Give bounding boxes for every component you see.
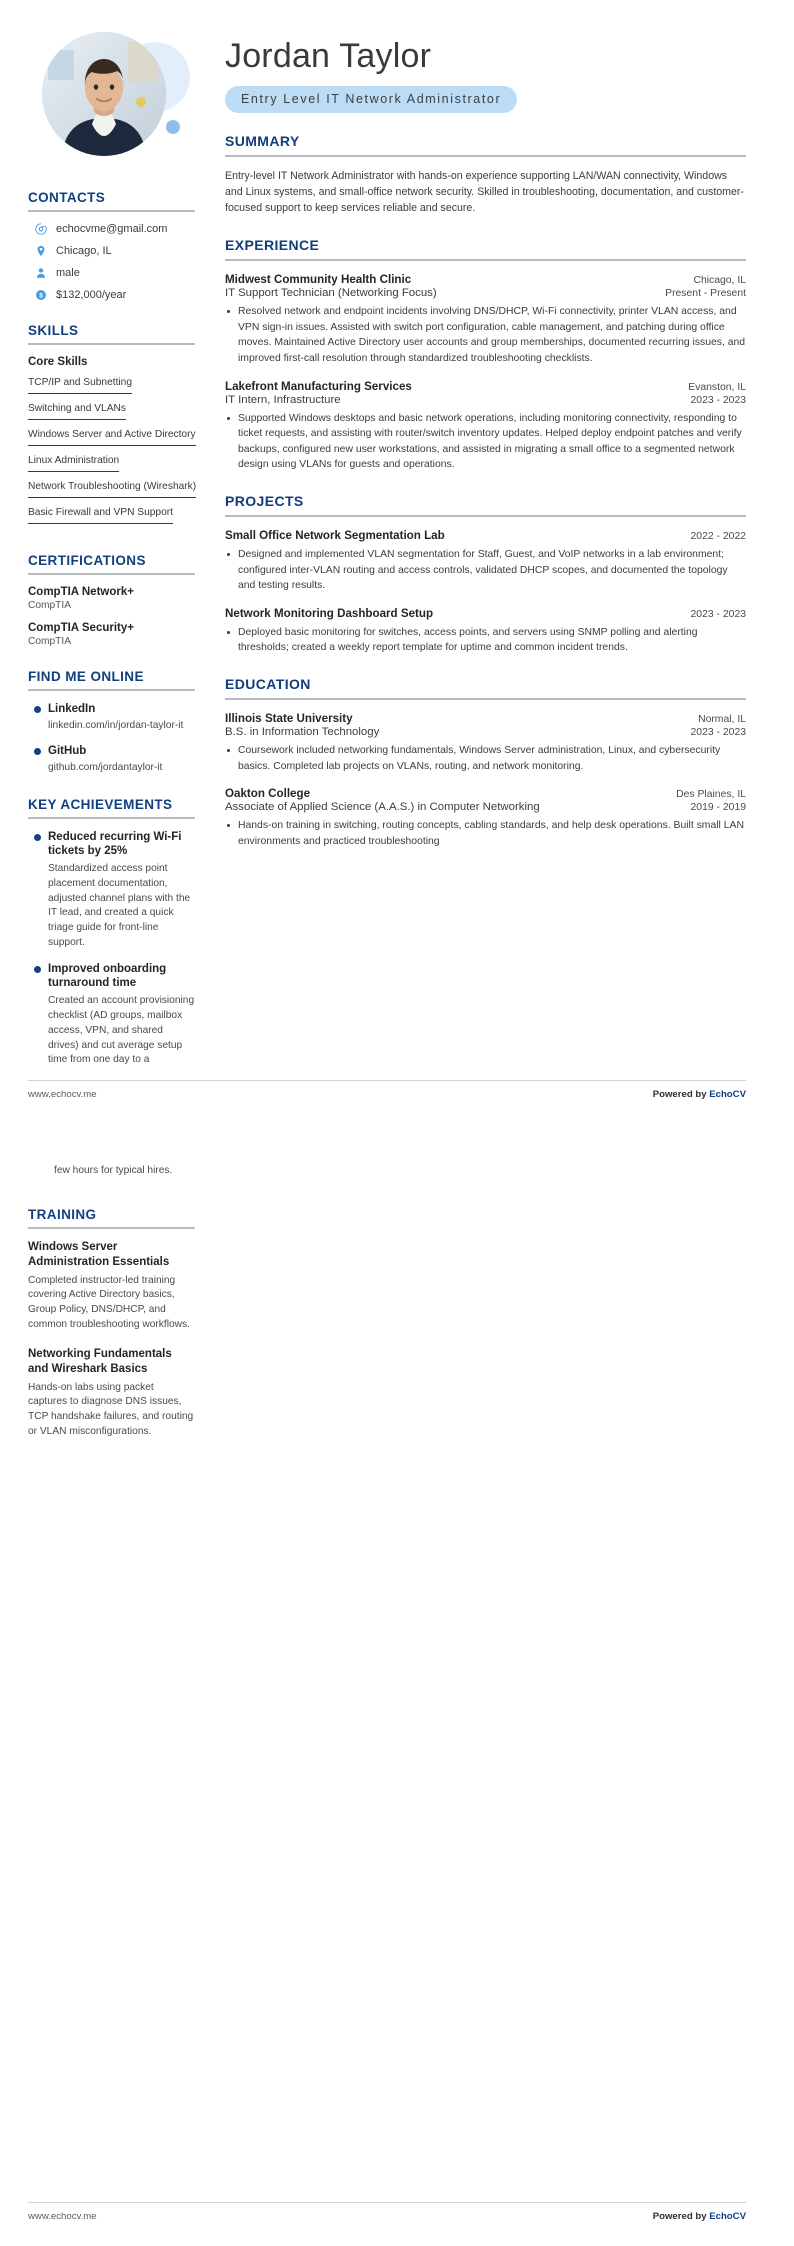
email-icon xyxy=(35,223,47,235)
education-dates: 2019 - 2019 xyxy=(690,802,746,814)
achievement-body-continued: few hours for typical hires. xyxy=(54,1165,173,1176)
page-title: Jordan Taylor xyxy=(225,37,432,75)
education-place: Normal, IL xyxy=(698,713,746,725)
contact-location-value: Chicago, IL xyxy=(56,245,112,257)
contact-gender xyxy=(35,267,195,279)
bullet-item: Coursework included networking fundamentals, Windows Server administration, Linux, and cybersecurity basics. Completed lab projects on VLANs, routing, and network monitoring. xyxy=(225,743,746,774)
footer-brand-name: EchoCV xyxy=(709,2211,746,2222)
contact-salary-value: $132,000/year xyxy=(56,289,127,301)
skill-item: Windows Server and Active Directory xyxy=(28,427,196,446)
training-title: Networking Fundamentals and Wireshark Basics xyxy=(28,1347,172,1375)
training-body: Completed instructor-led training covering Active Directory basics, Group Policy, DNS/DHCP, and common troubleshooting workflows. xyxy=(28,1274,190,1330)
skills-section xyxy=(28,323,195,531)
skill-item: Network Troubleshooting (Wireshark) xyxy=(28,479,196,498)
experience-bullets xyxy=(225,411,746,473)
person-icon xyxy=(35,267,47,279)
page-2 xyxy=(0,1122,794,2246)
certification-name: CompTIA Security+ xyxy=(28,622,134,634)
experience-dates: 2023 - 2023 xyxy=(690,394,746,406)
experience-heading: EXPERIENCE xyxy=(225,237,320,254)
footer-divider xyxy=(28,1080,746,1081)
footer-brand-name: EchoCV xyxy=(709,1089,746,1100)
avatar xyxy=(42,28,202,168)
list-item xyxy=(28,962,195,1068)
svg-text:$: $ xyxy=(39,292,43,300)
certification-item xyxy=(28,586,195,611)
find-me-online-heading: FIND ME ONLINE xyxy=(28,669,144,684)
training-section xyxy=(28,1207,195,1440)
training-body: Hands-on labs using packet captures to diagnose DNS issues, TCP handshake failures, and routing or VLAN misconfigurations. xyxy=(28,1381,194,1437)
contact-salary xyxy=(35,289,195,301)
sidebar-continued xyxy=(0,1122,213,1454)
contact-location xyxy=(35,245,195,257)
online-link-label: LinkedIn xyxy=(48,703,96,715)
skill-item: TCP/IP and Subnetting xyxy=(28,375,132,394)
achievements-list xyxy=(28,830,195,1068)
section-divider xyxy=(28,689,195,691)
experience-place: Chicago, IL xyxy=(693,275,746,287)
list-item[interactable] xyxy=(28,702,195,733)
experience-place: Evanston, IL xyxy=(688,381,746,393)
project-bullets xyxy=(225,547,746,594)
section-divider xyxy=(28,1227,195,1229)
project-bullets xyxy=(225,625,746,656)
experience-role: IT Intern, Infrastructure xyxy=(225,393,341,406)
bullet-item: Supported Windows desktops and basic network operations, including monitoring connectivity, responding to ticket requests, and assisting with router/switch inventory updates. Helped deploy endpoint patches and verify backups, configured new user workstations, and assisted in migrating a small office to a segmented network design using VLANs for guests and operations. xyxy=(225,411,746,473)
project-dates: 2023 - 2023 xyxy=(690,608,746,620)
experience-role: IT Support Technician (Networking Focus) xyxy=(225,287,437,300)
online-link-url: github.com/jordantaylor-it xyxy=(48,761,163,773)
contacts-heading: CONTACTS xyxy=(28,190,106,205)
education-heading: EDUCATION xyxy=(225,675,311,692)
list-item xyxy=(28,830,195,951)
education-entry xyxy=(225,712,746,774)
skill-item: Basic Firewall and VPN Support xyxy=(28,505,173,524)
bullet-item: Resolved network and endpoint incidents involving DNS/DHCP, Wi-Fi connectivity, printer VLAN access, and VPN sign-in issues. Assisted with switch port configuration, cable management, and patching during office moves. Maintained Active Directory user accounts and group memberships, documented recurring issues, and improved first-call resolution through standardized troubleshooting checklists. xyxy=(225,304,746,366)
footer-site[interactable]: www.echocv.me xyxy=(28,1089,97,1100)
key-achievements-heading: KEY ACHIEVEMENTS xyxy=(28,796,173,812)
profile-photo xyxy=(42,32,166,156)
section-divider xyxy=(225,155,746,157)
experience-dates: Present - Present xyxy=(665,288,746,300)
training-heading: TRAINING xyxy=(28,1206,97,1222)
bullet-item: Hands-on training in switching, routing concepts, cabling standards, and help desk operations. Built small LAN environments and practiced troubleshooting xyxy=(225,818,746,849)
skill-item: Switching and VLANs xyxy=(28,401,126,420)
section-divider xyxy=(225,698,746,700)
footer-divider xyxy=(28,2202,746,2203)
education-place: Des Plaines, IL xyxy=(676,789,746,801)
section-divider xyxy=(225,515,746,517)
education-bullets xyxy=(225,818,746,849)
key-achievements-section xyxy=(28,797,195,1068)
project-title: Network Monitoring Dashboard Setup xyxy=(225,606,434,620)
achievement-title: Improved onboarding turnaround time xyxy=(48,962,167,990)
footer-brand xyxy=(653,2211,746,2222)
education-dates: 2023 - 2023 xyxy=(690,726,746,738)
summary-section xyxy=(225,133,746,217)
contact-gender-value: male xyxy=(56,267,80,279)
online-link-label: GitHub xyxy=(48,744,87,757)
education-degree: B.S. in Information Technology xyxy=(225,725,380,738)
certifications-section xyxy=(28,553,195,647)
education-bullets xyxy=(225,743,746,774)
job-title-badge: Entry Level IT Network Administrator xyxy=(225,86,517,113)
section-divider xyxy=(28,343,195,345)
project-entry xyxy=(225,529,746,594)
certification-org: CompTIA xyxy=(28,636,72,647)
footer-powered-prefix: Powered by xyxy=(652,2211,710,2222)
experience-entry xyxy=(225,380,746,473)
certification-name: CompTIA Network+ xyxy=(28,586,134,598)
page-footer xyxy=(0,1089,794,1100)
experience-bullets xyxy=(225,304,746,366)
footer-brand xyxy=(653,1089,746,1100)
core-skills-subheading: Core Skills xyxy=(28,356,88,368)
education-school: Illinois State University xyxy=(225,711,353,725)
projects-heading: PROJECTS xyxy=(225,492,304,509)
page-footer xyxy=(0,2211,794,2222)
experience-org: Lakefront Manufacturing Services xyxy=(225,379,412,393)
bullet-item: Deployed basic monitoring for switches, access points, and servers using SNMP polling and alerting thresholds; created a weekly report template for uptime and common incident trends. xyxy=(225,625,746,656)
education-section xyxy=(225,676,746,849)
footer-powered-prefix: Powered by xyxy=(652,1089,710,1100)
skill-item: Linux Administration xyxy=(28,453,119,472)
section-divider xyxy=(28,817,195,819)
find-me-online-section xyxy=(28,669,195,775)
sidebar xyxy=(0,0,213,1079)
summary-text: Entry-level IT Network Administrator with hands-on experience supporting LAN/WAN connectivity, Windows and Linux systems, and small-office network security. Skilled in troubleshooting, documentation, and customer-focused support to keep services reliable and secure. xyxy=(225,170,744,215)
certification-org: CompTIA xyxy=(28,600,72,611)
section-divider xyxy=(225,259,746,261)
achievement-body: Standardized access point placement documentation, adjusted channel plans with the IT lead, and created a quick triage guide for front-line support. xyxy=(48,863,191,948)
projects-section xyxy=(225,493,746,656)
training-item xyxy=(28,1347,195,1440)
online-links-list xyxy=(28,702,195,775)
training-item xyxy=(28,1240,195,1333)
project-entry xyxy=(225,607,746,656)
project-title: Small Office Network Segmentation Lab xyxy=(225,528,445,542)
certification-item xyxy=(28,622,195,647)
list-item[interactable] xyxy=(28,744,195,775)
experience-section xyxy=(225,237,746,473)
education-entry xyxy=(225,787,746,849)
section-divider xyxy=(28,573,195,575)
section-divider xyxy=(28,210,195,212)
contacts-section xyxy=(28,190,195,301)
skills-list xyxy=(28,375,195,531)
decorative-dot-blue xyxy=(166,120,180,134)
contact-email-value: echocvme@gmail.com xyxy=(56,223,168,235)
contact-email[interactable] xyxy=(35,223,195,235)
education-school: Oakton College xyxy=(225,787,311,801)
bullet-item: Designed and implemented VLAN segmentation for Staff, Guest, and VoIP networks in a lab environment; configured inter-VLAN routing and access controls, validated DHCP scopes, and documented the topology and testing results. xyxy=(225,547,746,594)
certifications-heading: CERTIFICATIONS xyxy=(28,553,146,568)
achievement-body: Created an account provisioning checklist (AD groups, mailbox access, VPN, and shared drives) and cut average setup time from one day to a xyxy=(48,995,195,1066)
education-degree: Associate of Applied Science (A.A.S.) in Computer Networking xyxy=(225,801,540,814)
training-title: Windows Server Administration Essentials xyxy=(28,1240,170,1268)
footer-site[interactable]: www.echocv.me xyxy=(28,2211,97,2222)
skills-heading: SKILLS xyxy=(28,323,79,338)
summary-heading: SUMMARY xyxy=(225,133,300,150)
achievement-title: Reduced recurring Wi-Fi tickets by 25% xyxy=(48,830,182,858)
location-pin-icon xyxy=(35,245,47,257)
dollar-icon xyxy=(35,289,47,301)
experience-entry xyxy=(225,273,746,366)
experience-org: Midwest Community Health Clinic xyxy=(225,273,412,287)
project-dates: 2022 - 2022 xyxy=(690,530,746,542)
online-link-url: linkedin.com/in/jordan-taylor-it xyxy=(48,719,184,731)
main-column xyxy=(213,0,794,862)
page-1 xyxy=(0,0,794,1122)
